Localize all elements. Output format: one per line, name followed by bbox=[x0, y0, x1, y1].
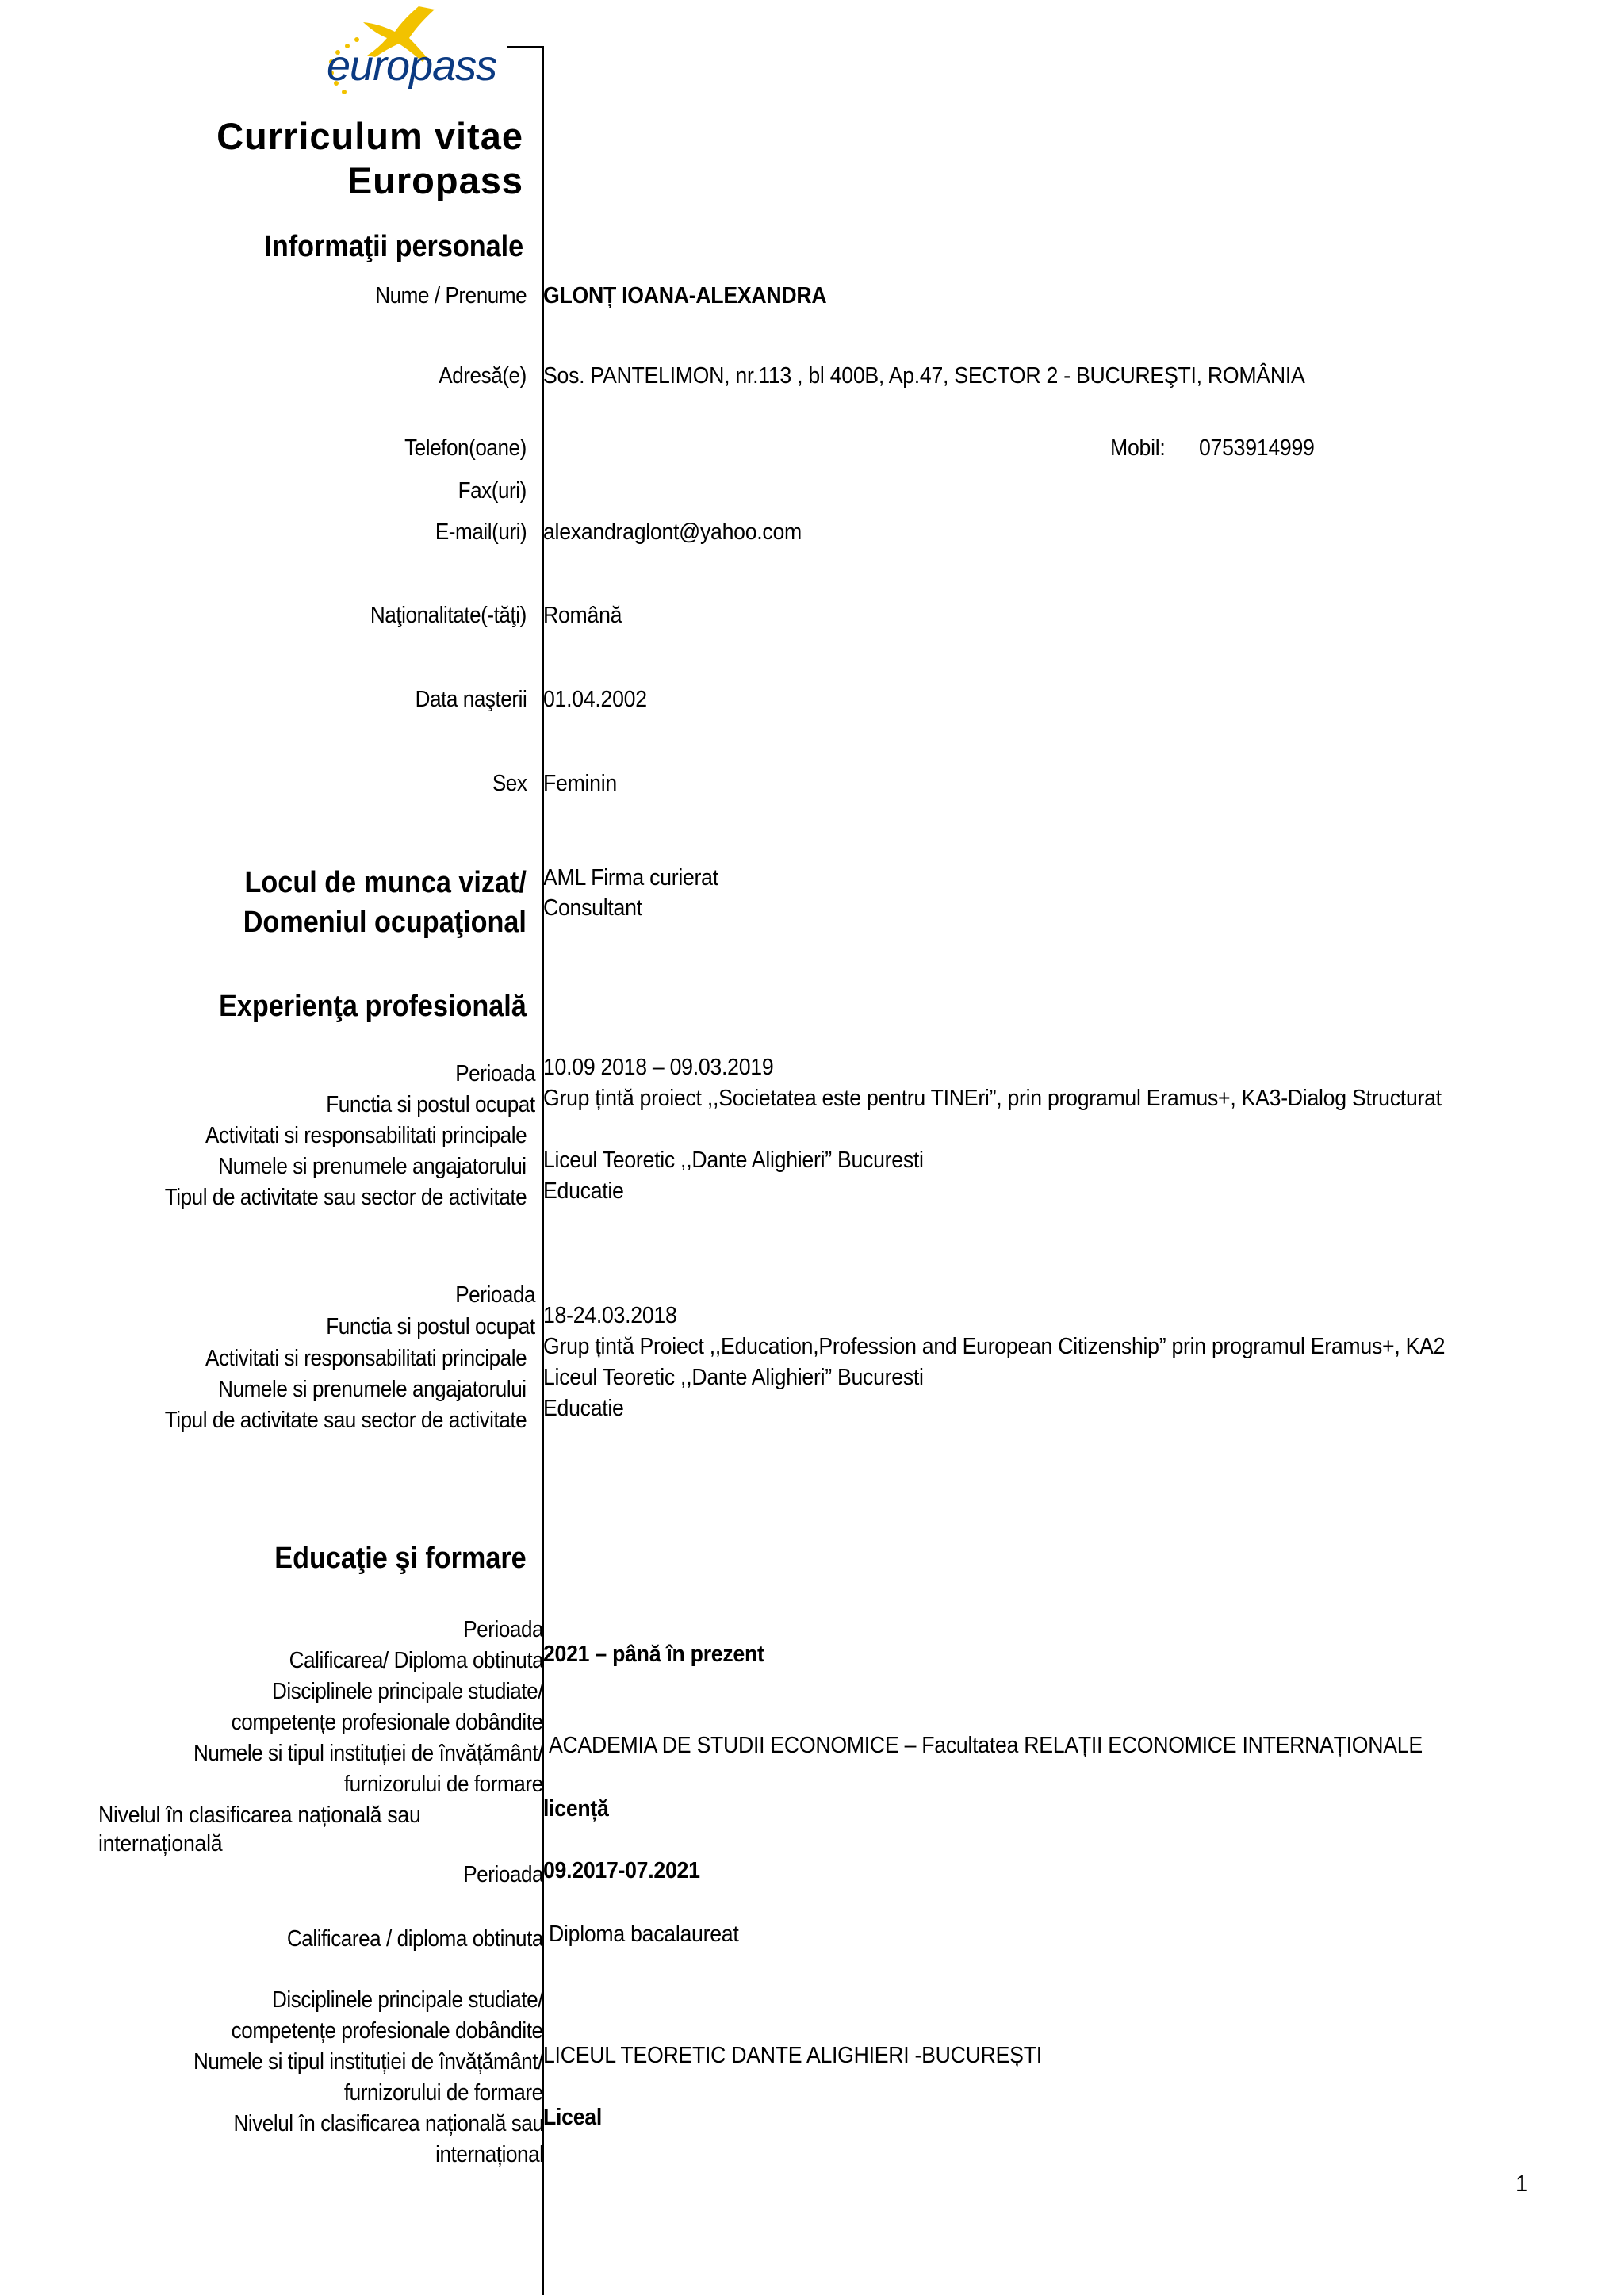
edu1-period-value: 2021 – până în prezent bbox=[543, 1642, 764, 1667]
exp1-period-label: Perioada bbox=[455, 1061, 535, 1086]
edu1-level-label-1: Nivelul în clasificarea națională sau bbox=[98, 1803, 421, 1828]
fax-label: Fax(uri) bbox=[458, 478, 527, 504]
page-number: 1 bbox=[1515, 2171, 1529, 2197]
mobile-value: 0753914999 bbox=[1199, 435, 1315, 461]
exp1-employer-label: Numele si prenumele angajatorului bbox=[218, 1154, 527, 1179]
sex-label: Sex bbox=[492, 771, 527, 796]
education-heading: Educaţie şi formare bbox=[274, 1542, 527, 1575]
exp1-employer-value: Liceul Teoretic ,,Dante Alighieri” Bucuresti bbox=[543, 1148, 924, 1173]
email-label: E-mail(uri) bbox=[435, 519, 527, 545]
edu1-institution-value: ACADEMIA DE STUDII ECONOMICE – Facultatea RELAȚII ECONOMICE INTERNAȚIONALE bbox=[549, 1733, 1423, 1758]
edu2-qualification-label: Calificarea / diploma obtinuta bbox=[286, 1926, 543, 1952]
birth-date-value: 01.04.2002 bbox=[543, 687, 647, 712]
edu1-period-label: Perioada bbox=[463, 1617, 543, 1642]
target-job-value-line2: Consultant bbox=[543, 895, 642, 921]
address-value: Sos. PANTELIMON, nr.113 , bl 400B, Ap.47, SECTOR 2 - BUCUREŞTI, ROMÂNIA bbox=[543, 363, 1305, 389]
logo-text-value: europass bbox=[327, 42, 497, 90]
exp1-function-label: Functia si postul ocupat bbox=[326, 1092, 535, 1117]
exp2-period-label: Perioada bbox=[455, 1282, 535, 1308]
name-label: Nume / Prenume bbox=[375, 283, 527, 308]
address-label: Adresă(e) bbox=[439, 363, 527, 389]
experience-heading: Experienţa profesională bbox=[219, 990, 527, 1023]
target-job-heading-line1: Locul de munca vizat/ bbox=[244, 866, 527, 899]
exp2-function-label: Functia si postul ocupat bbox=[326, 1314, 535, 1339]
exp2-activities-label: Activitati si responsabilitati principale bbox=[205, 1346, 527, 1371]
exp1-function-value: Grup țintă proiect ,,Societatea este pentru TINEri”, prin programul Eramus+, KA3-Dialog Structurat bbox=[543, 1086, 1442, 1111]
edu2-disciplines-label-2: competențe profesionale dobândite bbox=[232, 2018, 543, 2044]
name-value: GLONȚ IOANA-ALEXANDRA bbox=[543, 283, 827, 308]
target-job-value-line1: AML Firma curierat bbox=[543, 865, 718, 891]
exp1-sector-value: Educatie bbox=[543, 1178, 624, 1204]
exp1-period-value: 10.09 2018 – 09.03.2019 bbox=[543, 1055, 774, 1080]
birth-date-label: Data naşterii bbox=[415, 687, 527, 712]
edu2-disciplines-label-1: Disciplinele principale studiate/ bbox=[271, 1987, 543, 2013]
divider-top-tick bbox=[508, 46, 544, 48]
sex-value: Feminin bbox=[543, 771, 617, 796]
exp2-employer-value: Liceul Teoretic ,,Dante Alighieri” Bucuresti bbox=[543, 1365, 924, 1390]
edu1-institution-label-1: Numele si tipul instituției de învățământ/ bbox=[193, 1741, 543, 1766]
edu2-level-label-2: internațional bbox=[435, 2142, 543, 2167]
exp2-sector-value: Educatie bbox=[543, 1396, 624, 1421]
cv-title-line2: Europass bbox=[347, 159, 523, 201]
edu2-institution-label-1: Numele si tipul instituției de învățământ/ bbox=[193, 2049, 543, 2075]
mobile-label: Mobil: bbox=[1110, 435, 1166, 461]
personal-info-heading: Informaţii personale bbox=[264, 230, 523, 263]
nationality-label: Naţionalitate(-tăţi) bbox=[370, 603, 527, 628]
edu1-disciplines-label-2: competențe profesionale dobândite bbox=[232, 1710, 543, 1735]
edu1-disciplines-label-1: Disciplinele principale studiate/ bbox=[271, 1679, 543, 1704]
exp1-sector-label: Tipul de activitate sau sector de activitate bbox=[164, 1185, 527, 1210]
cv-title bbox=[216, 114, 523, 203]
edu2-period-value: 09.2017-07.2021 bbox=[543, 1858, 700, 1883]
email-value: alexandraglont@yahoo.com bbox=[543, 519, 802, 545]
target-job-heading bbox=[243, 863, 527, 942]
edu2-level-label-1: Nivelul în clasificarea națională sau bbox=[232, 2111, 543, 2136]
edu1-level-value: licență bbox=[543, 1796, 609, 1822]
exp2-sector-label: Tipul de activitate sau sector de activitate bbox=[164, 1408, 527, 1433]
edu2-period-label: Perioada bbox=[463, 1862, 543, 1887]
target-job-heading-line2: Domeniul ocupaţional bbox=[243, 906, 527, 939]
cv-title-line1: Curriculum vitae bbox=[216, 115, 523, 157]
exp2-period-value: 18-24.03.2018 bbox=[543, 1303, 677, 1328]
edu1-institution-label-2: furnizorului de formare bbox=[344, 1772, 543, 1797]
phone-label: Telefon(oane) bbox=[404, 435, 527, 461]
edu2-qualification-value: Diploma bacalaureat bbox=[549, 1921, 739, 1947]
edu1-level-label-2: internațională bbox=[98, 1831, 223, 1856]
nationality-value: Română bbox=[543, 603, 622, 628]
exp1-activities-label: Activitati si responsabilitati principale bbox=[205, 1123, 527, 1148]
edu1-qualification-label: Calificarea/ Diploma obtinuta bbox=[289, 1648, 543, 1673]
edu2-institution-label-2: furnizorului de formare bbox=[344, 2080, 543, 2105]
exp2-function-value: Grup țintă Proiect ,,Education,Profession and European Citizenship” prin programul Eramus+, KA2 bbox=[543, 1334, 1446, 1359]
edu2-level-value: Liceal bbox=[543, 2105, 602, 2130]
exp2-employer-label: Numele si prenumele angajatorului bbox=[218, 1377, 527, 1402]
edu2-institution-value: LICEUL TEORETIC DANTE ALIGHIERI -BUCUREȘTI bbox=[543, 2043, 1042, 2068]
logo-text bbox=[327, 41, 496, 90]
